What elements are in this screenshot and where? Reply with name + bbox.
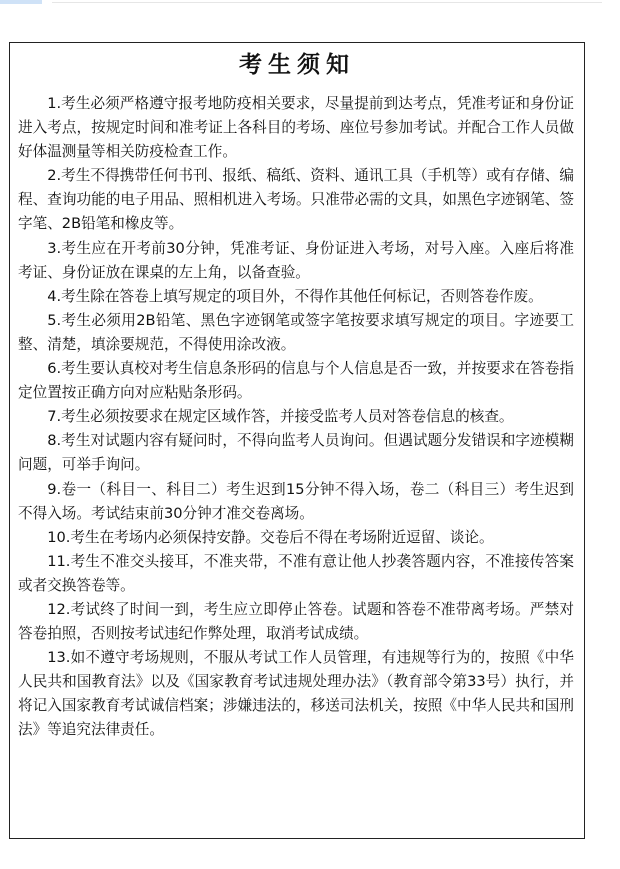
rules-list: [18, 92, 574, 743]
rule-item: 11.考生不准交头接耳，不准夹带，不准有意让他人抄袭答题内容，不准接传答案或者交换答卷等。: [18, 552, 574, 594]
rule-item: 2.考生不得携带任何书刊、报纸、稿纸、资料、通讯工具（手机等）或有存储、编程、查询功能的电子用品、照相机进入考场。只准带必需的文具，如黑色字迹钢笔、签字笔、2B铅笔和橡皮等。: [18, 167, 574, 233]
rule-item: 1.考生必须严格遵守报考地防疫相关要求，尽量提前到达考点，凭准考证和身份证进入考点，按规定时间和准考证上各科目的考场、座位号参加考试。并配合工作人员做好体温测量等相关防疫检查工作。: [18, 95, 574, 161]
notice-title: 考生须知: [239, 52, 355, 78]
rule-item: 10.考生在考场内必须保持安静。交卷后不得在考场附近逗留、谈论。: [47, 528, 494, 546]
rule-item: 6.考生要认真校对考生信息条形码的信息与个人信息是否一致，并按要求在答卷指定位置按正确方向对应粘贴条形码。: [18, 360, 574, 402]
rule-item: 9.卷一（科目一、科目二）考生迟到15分钟不得入场，卷二（科目三）考生迟到不得入场。考试结束前30分钟才准交卷离场。: [18, 480, 574, 522]
rule-item: 7.考生必须按要求在规定区域作答，并接受监考人员对答卷信息的核查。: [47, 408, 514, 426]
rule-item: 5.考生必须用2B铅笔、黑色字迹钢笔或签字笔按要求填写规定的项目。字迹要工整、清楚，填涂要规范，不得使用涂改液。: [18, 311, 574, 353]
rule-item: 12.考试终了时间一到，考生应立即停止答卷。试题和答卷不准带离考场。严禁对答卷拍照，否则按考试违纪作弊处理，取消考试成绩。: [18, 600, 574, 643]
rule-item: 8.考生对试题内容有疑问时，不得向监考人员询问。但遇试题分发错误和字迹模糊问题，可举手询问。: [18, 432, 574, 474]
rule-item: 4.考生除在答卷上填写规定的项目外，不得作其他任何标记，否则答卷作废。: [47, 287, 543, 305]
rule-item: 3.考生应在开考前30分钟，凭准考证、身份证进入考场，对号入座。入座后将准考证、身份证放在课桌的左上角，以备查验。: [18, 239, 574, 281]
notice-box: [9, 42, 585, 839]
top-highlight-mark: [0, 0, 42, 4]
rule-item: 13.如不遵守考场规则，不服从考试工作人员管理，有违规等行为的，按照《中华人民共和国教育法》以及《国家教育考试违规处理办法》（教育部令第33号）执行，并将记入国家教育考试诚信档案；涉嫌违法的，移送司法机关，按照《中华人民共和国刑法》等追究法律责任。: [18, 649, 574, 739]
top-divider: [52, 2, 602, 3]
